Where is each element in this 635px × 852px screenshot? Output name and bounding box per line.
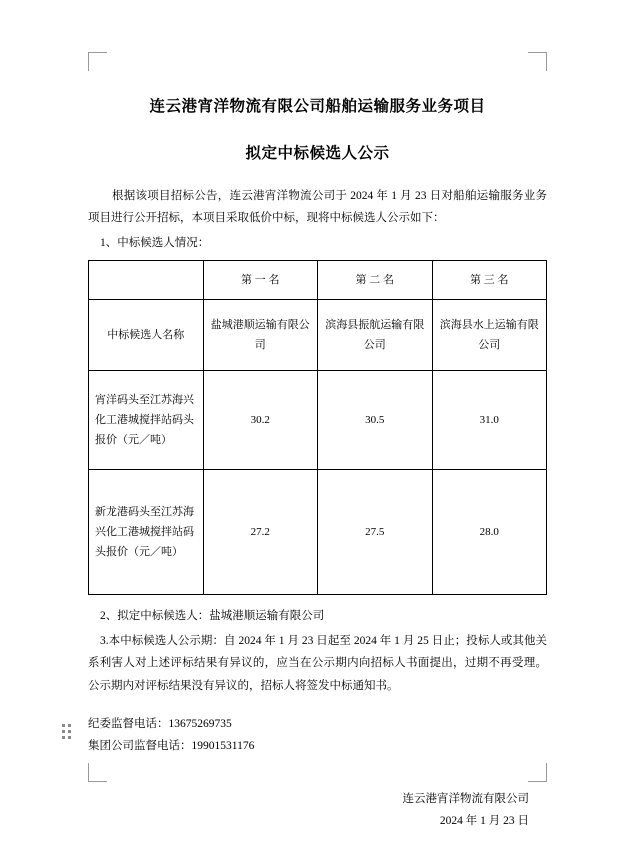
row-2-value-1: 27.5: [318, 470, 433, 595]
document-title: 连云港宵洋物流有限公司船舶运输服务业务项目: [149, 98, 486, 115]
row-0-value-1: 滨海县振航运输有限公司: [318, 300, 433, 371]
row-label-0: 中标候选人名称: [89, 300, 204, 371]
signature-date: 2024 年 1 月 23 日: [439, 815, 529, 828]
dot: [62, 736, 65, 739]
bid-candidates-table: [88, 260, 547, 595]
row-0-value-0: 盐城港顺运输有限公司: [203, 300, 318, 371]
document-content: [88, 78, 547, 828]
crop-mark-top-left: [88, 52, 107, 71]
table-header-cell-1: 第 一 名: [203, 261, 318, 300]
list-item-1: 1、中标候选人情况：: [100, 236, 210, 249]
dot: [62, 730, 65, 733]
contact-line-2: 集团公司监督电话：19901531176: [88, 740, 255, 753]
table-header-row: [89, 261, 547, 300]
row-1-value-1: 30.5: [318, 371, 433, 470]
table-header-cell-3: 第 三 名: [432, 261, 547, 300]
dot: [68, 730, 71, 733]
contact-line-1: 纪委监督电话：13675269735: [88, 717, 232, 730]
table-header-cell-0: [89, 261, 204, 300]
drag-handle-dots[interactable]: [62, 724, 72, 740]
table-row: [89, 470, 547, 595]
table-header-cell-2: 第 二 名: [318, 261, 433, 300]
dot: [62, 724, 65, 727]
row-label-2: 新龙港码头至江苏海兴化工港城搅拌站码头报价（元／吨）: [89, 470, 204, 595]
row-label-1: 宵洋码头至江苏海兴化工港城搅拌站码头报价（元／吨）: [89, 371, 204, 470]
document-subtitle: 拟定中标候选人公示: [245, 145, 390, 162]
table-row: [89, 371, 547, 470]
row-1-value-2: 31.0: [432, 371, 547, 470]
dot: [68, 736, 71, 739]
row-1-value-0: 30.2: [203, 371, 318, 470]
signature-block: [88, 788, 547, 833]
crop-mark-top-right: [528, 52, 547, 71]
row-2-value-0: 27.2: [203, 470, 318, 595]
row-0-value-2: 滨海县水上运输有限公司: [432, 300, 547, 371]
list-item-2: 2、拟定中标候选人：盐城港顺运输有限公司: [100, 610, 325, 623]
dot: [68, 724, 71, 727]
table-row: [89, 300, 547, 371]
intro-paragraph: 根据该项目招标公告，连云港宵洋物流公司于 2024 年 1 月 23 日对船舶运输服务业务项目进行公开招标，本项目采取低价中标，现将中标候选人公示如下：: [88, 190, 547, 225]
signer-name: 连云港宵洋物流有限公司: [402, 792, 529, 805]
row-2-value-2: 28.0: [432, 470, 547, 595]
list-item-3: 3.本中标候选人公示期：自 2024 年 1 月 23 日起至 2024 年 1 月 25 日止；投标人或其他关系利害人对上述评标结果有异议的，应当在公示期内向招标人书面提出，过期不再受理。公示期内对评标结果没有异议的，招标人将签发中标通知书。: [88, 634, 547, 692]
